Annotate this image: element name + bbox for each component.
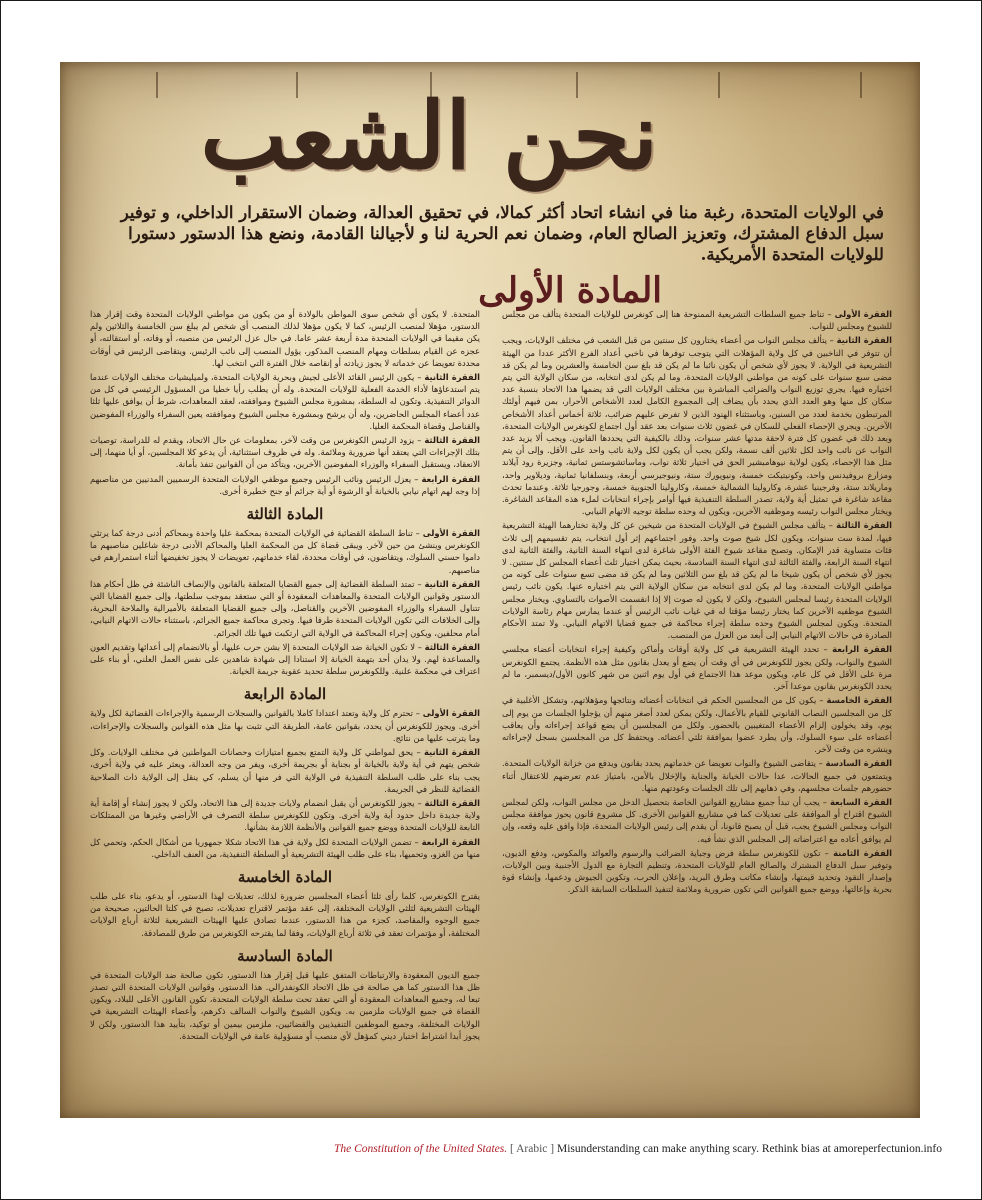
clause-paragraph	[502, 757, 892, 794]
clause-label: الفقرة السابعة	[829, 796, 892, 807]
clause-text: – تناط السلطة القضائية في الولايات المتحدة بمحكمة عليا واحدة وبمحاكم أدنى درجة كما يرتئي الكونغرس وينشئ من حين لآخر. ويبقى قضاة كل من المحكمة العليا والمحاكم الأدنى درجة شاغلين مناصبهم ما داموا حسني السلوك، ويتقاضون، في أوقات محددة، لقاء خدماتهم، تعويضات لا يجوز تخفيضها أثناء استمرارهم في مناصبهم.	[90, 528, 480, 575]
clause-label: الفقرة الأولى	[834, 309, 892, 319]
clause-text: – تمتد السلطة القضائية إلى جميع القضايا المتعلقة بالقانون والإنصاف الناشئة في ظل أحكام هذا الدستور وقوانين الولايات المتحدة والمعاهدات المعقودة أو التي ستعقد بموجب سلطتها، وإلى جميع القضايا التي تتناول السفراء والوزراء المفوضين الآخرين والقناصل، وإلى جميع القضايا المتعلقة بالأميرالية والملاحة البحرية، وإلى الخلافات التي تكون الولايات المتحدة طرفا فيها. وتجرى محاكمة جميع الجرائم، باستثناء حالات الاتهام النيابي، أمام محلفين، ويكون إجراء المحاكمة في الولاية التي ارتكبت فيها تلك الجرائم.	[90, 578, 480, 638]
clause-paragraph	[90, 746, 480, 795]
poster-footer	[334, 1143, 942, 1155]
clause-label: الفقرة السادسة	[825, 758, 892, 769]
clause-text: – تكون للكونغرس سلطة فرض وجباية الضرائب والرسوم والعوائد والمكوس، ودفع الديون، وتوفير سبل الدفاع المشترك والصالح العام للولايات المتحدة، وتنظيم التجارة مع الدول الأجنبية وبين الولايات، وإصدار النقود وتحديد قيمتها، وإنشاء مكاتب وطرق البريد، وإعلان الحرب، وتكوين الجيوش ودعمها، وإنشاء قوة بحرية وإعالتها، ووضع جميع القوانين التي تكون ضرورية وملائمة لتنفيذ السلطات السابقة الذكر.	[502, 847, 892, 895]
clause-paragraph	[90, 707, 480, 744]
clause-text: – يجوز للكونغرس أن يقبل انضمام ولايات جديدة إلى هذا الاتحاد، ولكن لا يجوز إنشاء أو إقامة أية ولاية جديدة داخل حدود أية ولاية أخرى. وتكون للكونغرس سلطة التصرف في الأراضي وغيرها من الممتلكات التابعة للولايات المتحدة ووضع جميع القوانين والأنظمة اللازمة بشأنها.	[90, 797, 480, 833]
clause-text: – يكون كل من المجلسين الحكم في انتخابات أعضائه ونتائجها ومؤهلاتهم، وتشكل الأغلبية في كل من المجلسين النصاب القانوني للقيام بالأعمال، ولكن يمكن لعدد أصغر منهم أن يؤجلوا الجلسات من يوم إلى يوم، وقد يخولون إلزام الأعضاء المتغيبين بالحضور. ولكل من المجلسين أن يضع قواعد إجراءاته وأن يعاقب أعضاءه على سوء السلوك، وأن يطرد عضوا بموافقة ثلثي أعضائه. ويحتفظ كل من المجلسين بسجل لإجراءاته وينشره من وقت لآخر.	[502, 695, 892, 755]
clause-label: الفقرة الثالثة	[424, 641, 480, 652]
clause-text: – تحترم كل ولاية وتعتد اعتدادا كاملا بالقوانين والسجلات الرسمية والإجراءات القضائية لكل ولاية أخرى. ويجوز للكونغرس أن يحدد، بقوانين عامة، الطريقة التي تثبت بها مثل هذه القوانين والسجلات والإجراءات، وما يترتب عليها من نتائج.	[90, 708, 480, 743]
clause-paragraph	[502, 847, 892, 896]
left-text-column	[90, 308, 480, 1098]
section-heading: المادة الثالثة	[246, 505, 324, 524]
clause-paragraph	[502, 308, 892, 332]
clause-paragraph	[502, 334, 892, 517]
clause-paragraph	[502, 796, 892, 845]
clause-label: الفقرة الثالثة	[836, 520, 892, 531]
fold-mark	[156, 72, 158, 98]
clause-paragraph	[90, 641, 480, 678]
parchment-document	[60, 62, 920, 1118]
clause-text: – يتقاضى الشيوخ والنواب تعويضا عن خدماتهم يحدد بقانون ويدفع من خزانة الولايات المتحدة. ويتمتعون في جميع الحالات، عدا حالات الخيانة والجناية والإخلال بالأمن، بامتياز عدم تعرضهم للاعتقال أثناء حضورهم جلسات مجلسهم، وفي ذهابهم إلى تلك الجلسات وعودتهم منها.	[502, 758, 892, 793]
clause-label: الفقرة الرابعة	[421, 836, 480, 847]
clause-label: الفقرة الرابعة	[832, 644, 892, 655]
clause-text: يقترح الكونغرس، كلما رأى ثلثا أعضاء المجلسين ضرورة لذلك، تعديلات لهذا الدستور، أو يدعو، بناء على طلب الهيئات التشريعية لثلثي الولايات المختلفة، إلى عقد مؤتمر لاقتراح تعديلات، تصبح في كلتا الحالتين، صحيحة من جميع الوجوه والمقاصد، كجزء من هذا الدستور، عندما تصادق عليها الهيئات التشريعية لثلاثة أرباع الولايات المختلفة، أو مؤتمرات تعقد في ثلاثة أرباع الولايات، وفقا لما يقترحه الكونغرس من طرق للمصادقة.	[90, 890, 480, 938]
clause-paragraph	[90, 371, 480, 432]
clause-label: الفقرة الخامسة	[826, 695, 892, 706]
clause-label: الفقرة الثامنة	[833, 847, 892, 858]
fold-mark	[860, 72, 862, 98]
clause-label: الفقرة الثالثة	[424, 435, 480, 446]
clause-paragraph	[90, 434, 480, 471]
clause-label: الفقرة الثانية	[836, 335, 892, 346]
clause-text: – لا تكون الخيانة ضد الولايات المتحدة إلا بشن حرب عليها، أو بالانضمام إلى أعدائها وتقديم العون والمساعدة لهم. ولا يدان أحد بتهمة الخيانة إلا استنادا إلى شهادة شاهدين على نفس العمل العلني، أو بناء على اعتراف في محكمة علنية. وللكونغرس سلطة تحديد عقوبة جريمة الخيانة.	[90, 641, 480, 677]
clause-paragraph	[90, 308, 480, 369]
clause-text: – يحق لمواطني كل ولاية التمتع بجميع امتيازات وحصانات المواطنين في مختلف الولايات. وكل شخص يتهم في أية ولاية بالخيانة أو بجناية أو بجريمة أخرى، ويفر من وجه العدالة، ويعثر عليه في ولاية أخرى، يجب بناء على طلب السلطة التنفيذية في الولاية التي فر منها أن يسلم، كي ينقل إلى الولاية ذات الصلاحية القضائية للنظر في الجريمة.	[90, 747, 480, 794]
right-text-column	[502, 308, 892, 1098]
clause-paragraph	[90, 473, 480, 497]
clause-text: – يعزل الرئيس ونائب الرئيس وجميع موظفي الولايات المتحدة الرسميين المدنيين من مناصبهم إذا وجه لهم اتهام نيابي بالخيانة أو الرشوة أو أية جرائم أو جنح خطيرة أخرى.	[90, 473, 480, 496]
footer-source-title: The Constitution of the United States.	[334, 1143, 508, 1155]
section-heading: المادة الرابعة	[243, 685, 327, 704]
clause-text: المتحدة. لا يكون أي شخص سوى المواطن بالولادة أو من يكون من مواطني الولايات المتحدة وقت إقرار هذا الدستور، مؤهلا لمنصب الرئيس، كما لا يكون مؤهلا لذلك المنصب أي شخص لم يبلغ سن الخامسة والثلاثين ولم يكن مقيما في الولايات المتحدة مدة أربعة عشر عاما. في حال عزل الرئيس من منصبه، أو وفاته، أو استقالته، أو عجزه عن القيام بسلطات ومهام المنصب المذكور، يؤول المنصب إلى نائب الرئيس. ويتقاضى الرئيس في أوقات محددة تعويضا عن خدماته لا يجوز زيادته أو إنقاصه خلال الفترة التي انتخب لها.	[90, 309, 480, 368]
clause-paragraph	[502, 519, 892, 641]
clause-paragraph	[90, 578, 480, 639]
preamble-text: في الولايات المتحدة، رغبة منا في انشاء اتحاد أكثر كمالا، في تحقيق العدالة، وضمان الاستقرار الداخلي، و توفير سبل الدفاع المشترك، وتعزيز الصالح العام، وضمان نعم الحرية لنا و لأجيالنا القادمة، ونضع هذا الدستور دستورا للولايات المتحدة الأمريكية.	[120, 202, 884, 264]
clause-text: – يكون الرئيس القائد الأعلى لجيش وبحرية الولايات المتحدة، ولميليشيات مختلف الولايات عندما يتم استدعاؤها لأداء الخدمة الفعلية للولايات المتحدة. وله أن يطلب رأيا خطيا من المسؤول الرئيسي في كل من الدوائر التنفيذية. وتكون له السلطة، بمشورة مجلس الشيوخ وموافقته، لعقد المعاهدات، شرط أن يوافق عليها ثلثا عدد أعضاء المجلس الحاضرين، وله أن يرشح وبمشورة مجلس الشيوخ وموافقته يعين السفراء والوزراء المفوضين والقناصل وقضاة المحكمة العليا.	[90, 372, 480, 431]
article-one-heading: المادة الأولى	[478, 270, 662, 311]
clause-text: – يتألف مجلس الشيوخ في الولايات المتحدة من شيخين عن كل ولاية تختارهما الهيئة التشريعية فيها، لمدة ست سنوات، ويكون لكل شيخ صوت واحد. وفور اجتماعهم إثر أول انتخاب، يتم تقسيمهم إلى ثلاث فئات متساوية قدر الإمكان. وتصبح مقاعد شيوخ الفئة الأولى شاغرة لدى انتهاء السنة الثانية، والفئة الثانية لدى انتهاء السنة الرابعة، والفئة الثالثة لدى انتهاء السنة السادسة، بحيث يمكن اختيار ثلث أعضاء المجلس كل سنتين. لا يجوز لأي شخص أن يكون شيخا ما لم يكن قد بلغ سن الثلاثين وما لم يكن قد مضى تسع سنوات على كونه من مواطني الولايات المتحدة، وما لم يكن لدى انتخابه من سكان الولاية التي يتم اختياره عنها. يكون نائب رئيس الولايات المتحدة رئيسا لمجلس الشيوخ، ولكن لا يكون له صوت إلا إذا انقسمت الأصوات بالتساوي. ويختار مجلس الشيوخ موظفيه الآخرين كما يختار رئيسا مؤقتا له في غياب نائب الرئيس أو عندما يمارس مهام رئاسة الولايات المتحدة. ويكون لمجلس الشيوخ وحده سلطة إجراء محاكمة في جميع قضايا الاتهام النيابي. ولا تمتد الأحكام الصادرة في حالات الاتهام النيابي إلى أبعد من العزل من المنصب.	[502, 520, 892, 641]
section-heading: المادة الخامسة	[237, 867, 333, 886]
clause-label: الفقرة الأولى	[422, 528, 480, 539]
footer-language-tag: [ Arabic ]	[510, 1143, 555, 1155]
clause-paragraph	[502, 694, 892, 755]
footer-tagline: Misunderstanding can make anything scary. Rethink bias at amoreperfectunion.info	[556, 1143, 942, 1155]
clause-paragraph	[90, 890, 480, 939]
clause-label: الفقرة الثانية	[424, 578, 480, 589]
clause-text: – تناط جميع السلطات التشريعية الممنوحة هنا إلى كونغرس للولايات المتحدة يتألف من مجلس للشيوخ ومجلس للنواب.	[502, 309, 892, 332]
clause-label: الفقرة الرابعة	[421, 473, 480, 484]
clause-label: الفقرة الثانية	[423, 747, 480, 758]
clause-label: الفقرة الثالثة	[424, 797, 480, 808]
clause-paragraph	[502, 643, 892, 692]
clause-text: – يزود الرئيس الكونغرس من وقت لآخر، بمعلومات عن حال الاتحاد، ويقدم له للدراسة، توصيات بتلك الإجراءات التي يعتقد أنها ضرورية وملائمة. وله في ظروف استثنائية، أن يدعو كلا المجلسين، أو أيا منهما، إلى الانعقاد، ويستقبل السفراء والوزراء المفوضين الآخرين، ويتأكد من أن القوانين تنفذ بأمانة.	[90, 435, 480, 470]
section-heading: المادة السادسة	[237, 946, 333, 965]
clause-text: – تضمن الولايات المتحدة لكل ولاية في هذا الاتحاد شكلا جمهوريا من أشكال الحكم، وتحمي كل منها من الغزو، وتحميها، بناء على طلب الهيئة التشريعية أو السلطة التنفيذية، من العنف الداخلي.	[90, 836, 480, 859]
document-title: نحن الشعب	[200, 82, 658, 190]
clause-text: جميع الديون المعقودة والارتباطات المتفق عليها قبل إقرار هذا الدستور، تكون صالحة ضد الولايات المتحدة في ظل هذا الدستور كما هي صالحة في ظل الاتحاد الكونفدرالي. هذا الدستور، وقوانين الولايات المتحدة التي تصدر تبعا له، وجميع المعاهدات المعقودة أو التي تعقد تحت سلطة الولايات المتحدة، تكون القانون الأعلى للبلاد، ويكون القضاة في جميع الولايات ملزمين به. ويكون الشيوخ والنواب السالف ذكرهم، وأعضاء الهيئات التشريعية في الولايات المختلفة، وجميع الموظفين التنفيذيين والقضائيين، ملزمين بيمين أو توكيد، بتأييد هذا الدستور، ولكن لا يجوز أبدا اشتراط اختبار ديني كمؤهل لأي منصب أو مسؤولية عامة في الولايات المتحدة.	[90, 969, 480, 1041]
clause-paragraph	[90, 969, 480, 1042]
fold-mark	[718, 72, 720, 98]
clause-paragraph	[90, 836, 480, 860]
clause-label: الفقرة الثانية	[424, 372, 480, 383]
clause-paragraph	[90, 527, 480, 576]
clause-text: – تحدد الهيئة التشريعية في كل ولاية أوقات وأماكن وكيفية إجراء انتخابات أعضاء مجلسي الشيوخ والنواب، ولكن يجوز للكونغرس في أي وقت أن يضع أو يعدل بقانون مثل هذه الأنظمة. يجتمع الكونغرس مرة على الأقل في كل عام، ويكون موعد هذا الاجتماع في أول يوم اثنين من شهر كانون الأول/ديسمبر، ما لم يحدد الكونغرس بقانون موعدا آخر.	[502, 644, 892, 692]
clause-text: – يتألف مجلس النواب من أعضاء يختارون كل سنتين من قبل الشعب في مختلف الولايات، ويجب أن تتوفر في الناخبين في كل ولاية المؤهلات التي يتوجب توفرها في ناخبي أعداد الفرع الأكثر عددا من الهيئة التشريعية في الولاية. لا يجوز لأي شخص أن يكون نائبا ما لم يكن قد بلغ سن الخامسة والعشرين وما لم يكن قد مضى سبع سنوات على كونه من مواطني الولايات المتحدة، وما لم يكن لدى انتخابه، من سكان الولاية التي يتم اختياره فيها. يجري توزيع النواب والضرائب المباشرة بين مختلف الولايات التي قد يضمها هذا الاتحاد بنسبة عدد سكان كل منها وهو العدد الذي يحدد بأن يضاف إلى المجموع الكامل لعدد الأشخاص الأحرار، بمن فيهم أولئك المرتبطون بخدمة لعدد من السنين، وباستثناء الهنود الذين لا تفرض عليهم ضرائب، ثلاثة أخماس أعداد الأشخاص الآخرين. ويجري الإحصاء الفعلي للسكان في غضون ثلاث سنوات بعد عقد أول اجتماع لكونغرس الولايات المتحدة، وبعد ذلك في غضون كل فترة لاحقة مدتها عشر سنوات، وذلك بالكيفية التي يحددها القانون. ويجب ألا يزيد عدد النواب عن نائب واحد لكل ثلاثين ألف نسمة، ولكن يجب أن يكون لكل ولاية نائب واحد على الأقل. وإلى أن يتم مثل هذا الإحصاء، يكون لولاية نيوهامبشير الحق في اختيار ثلاثة نواب، وماساتشوستس ثمانية، وجزيرة رود آيلاند ومزارع بروفيدنس واحد، وكونيتيكت خمسة، ونيويورك ستة، ونيوجيرسي أربعة، وبنسلفانيا ثمانية، وديلاوير واحد، وماريلاند ستة، وفرجينيا عشرة، وكارولينا الشمالية خمسة، وكارولينا الجنوبية خمسة، وجورجيا ثلاثة. وعندما تحدث مقاعد شاغرة في تمثيل أية ولاية، تصدر السلطة التنفيذية فيها أوامر بإجراء انتخابات لملء هذه المقاعد الشاغرة. ويختار مجلس النواب رئيسه وموظفيه الآخرين، ويكون له وحده سلطة توجيه الاتهام النيابي.	[502, 335, 892, 517]
clause-label: الفقرة الأولى	[422, 708, 480, 719]
clause-paragraph	[90, 797, 480, 834]
clause-text: – يجب أن تبدأ جميع مشاريع القوانين الخاصة بتحصيل الدخل من مجلس النواب، ولكن لمجلس الشيوخ اقتراح أو الموافقة على تعديلات كما في مشاريع القوانين الأخرى. كل مشروع قانون يحوز موافقة مجلس النواب ومجلس الشيوخ يجب، قبل أن يصبح قانونا، أن يقدم إلى رئيس الولايات المتحدة، فإذا وافق عليه وقعه، وإن لم يوافق أعاده مع اعتراضاته إلى المجلس الذي نشأ فيه.	[502, 796, 892, 844]
